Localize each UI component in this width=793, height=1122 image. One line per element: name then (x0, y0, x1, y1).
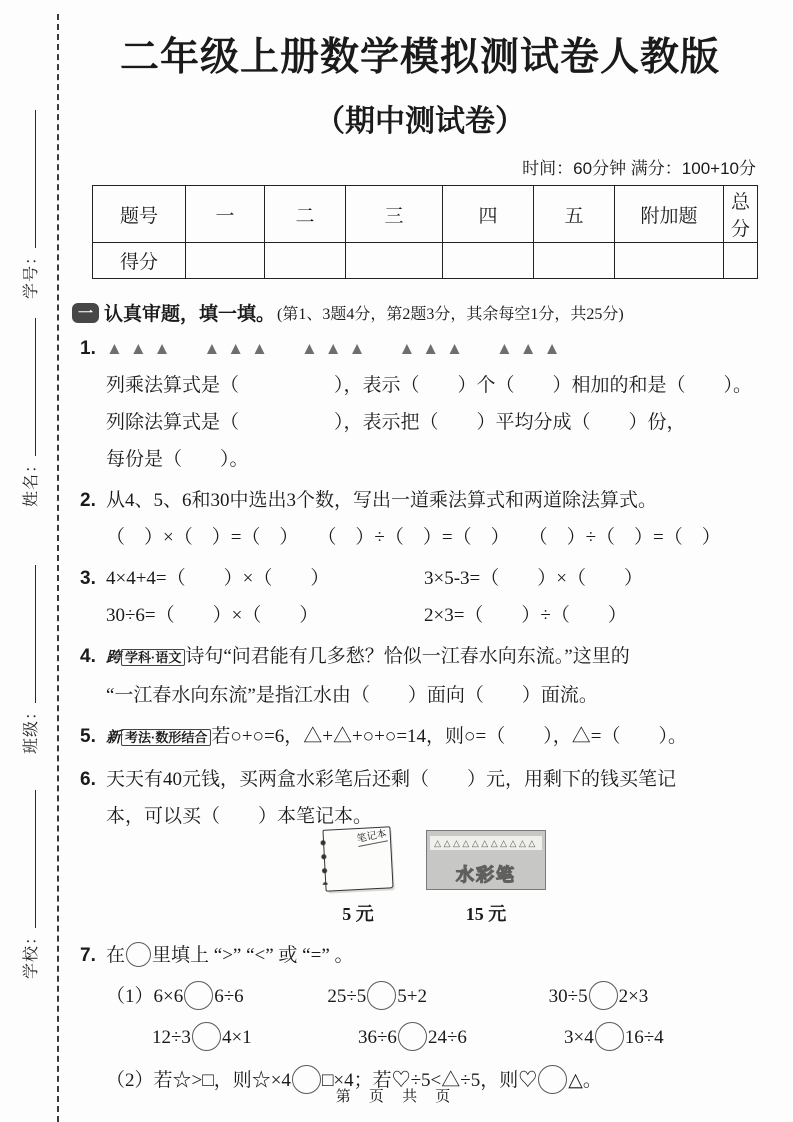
score-table-header: 二 (265, 186, 346, 243)
compare-right: 16÷4 (624, 1027, 664, 1048)
notebook-figure (324, 828, 392, 933)
badge-prefix: 新 (106, 729, 122, 746)
question-7-number: 7. (80, 945, 96, 966)
blank-circle (184, 981, 213, 1010)
badge-box: 考法·数形结合 (121, 729, 211, 746)
question-6-number: 6. (80, 769, 96, 790)
class-blank-line (21, 565, 36, 703)
time-score-info: 时间：60分钟 满分：100+10分 (522, 159, 756, 178)
student-name-blank-line (21, 318, 36, 456)
question-4-number: 4. (80, 646, 96, 667)
score-cell-empty (443, 243, 534, 279)
score-cell-empty (724, 243, 758, 279)
paintbox-image (426, 830, 546, 890)
question-4-text-1: 诗句“问君能有几多愁？恰似一江春水向东流。”这里的 (185, 646, 630, 667)
school-field (18, 783, 40, 979)
question-6-line-2: 本，可以买（ ）本笔记本。 (106, 806, 373, 827)
question-7-part1-row2 (106, 1019, 770, 1056)
score-cell-empty (615, 243, 724, 279)
paintbox-price: 15 元 (465, 904, 507, 924)
notebook-price: 5 元 (342, 904, 374, 924)
question-2-number: 2. (80, 490, 96, 511)
triangle-group-icon: ▲▲▲ (398, 339, 470, 358)
student-id-label: 学号： (23, 247, 40, 299)
triangle-groups (106, 330, 770, 367)
part-2-text-b: □×4；若♡÷5<△÷5，则♡ (321, 1070, 538, 1091)
compare-left: 3×4 (564, 1027, 594, 1048)
blank-circle (595, 1022, 624, 1051)
question-6 (80, 761, 770, 933)
triangle-group-icon: ▲▲▲ (495, 339, 568, 358)
question-7-part1-row1 (106, 978, 770, 1015)
binding-dashed-line (57, 14, 59, 1122)
triangle-group-icon: ▲▲▲ (106, 339, 178, 358)
blank-circle (367, 981, 396, 1010)
compare-right: 24÷6 (427, 1027, 467, 1048)
class-label: 班级： (23, 702, 40, 754)
compare-left: 36÷6 (358, 1027, 397, 1048)
page-footer: 第 页 共 页 (335, 1088, 458, 1105)
comparison-item (327, 978, 548, 1015)
question-4 (80, 638, 770, 714)
score-cell-empty (346, 243, 443, 279)
question-7 (80, 937, 770, 1099)
compare-right: 6÷6 (214, 986, 244, 1007)
question-3-number: 3. (80, 568, 96, 589)
question-1-number: 1. (80, 338, 96, 359)
question-7-intro-a: 在 (106, 945, 126, 966)
score-table-header-row (93, 186, 758, 243)
section-points-note: (第1、3题4分，第2题3分，其余每空1分，共25分) (277, 306, 624, 323)
question-3-expr-4: 2×3=（ ）÷（ ） (424, 605, 627, 626)
school-label: 学校： (23, 927, 40, 979)
question-3-expr-3: 30÷6=（ ）×（ ） (106, 605, 319, 626)
blank-circle (589, 981, 618, 1010)
binding-sidebar (0, 0, 58, 1122)
question-7-intro (106, 937, 770, 974)
section-number-badge: 一 (72, 303, 99, 323)
question-5 (80, 718, 770, 757)
class-field (18, 558, 40, 754)
score-cell-empty (186, 243, 265, 279)
paintbox-figure (426, 830, 546, 933)
question-1-line-2: 列除法算式是（ ），表示把（ ）平均分成（ ）份， (106, 412, 686, 433)
question-4-line-1 (106, 638, 770, 677)
badge-prefix: 跨 (106, 649, 122, 666)
notebook-cover-label: 笔记本 (356, 828, 388, 846)
question-1 (80, 330, 770, 478)
question-3-expr-2: 3×5-3=（ ）×（ ） (424, 568, 643, 589)
score-table-header: 一 (186, 186, 265, 243)
part-2-text-a: 若☆>□，则☆×4 (153, 1070, 291, 1091)
score-table-score-row (93, 243, 758, 279)
student-name-label: 姓名： (23, 455, 40, 507)
question-1-line-1: 列乘法算式是（ ），表示（ ）个（ ）相加的和是（ ）。 (106, 375, 753, 396)
comparison-item (106, 978, 327, 1015)
score-cell-empty (534, 243, 615, 279)
compare-left: 12÷3 (152, 1027, 191, 1048)
part-2-text-c: △。 (568, 1070, 602, 1091)
question-1-line-3: 每份是（ ）。 (106, 449, 249, 470)
question-3 (80, 560, 770, 634)
question-4-line-2: “一江春水向东流”是指江水由（ ）面向（ ）面流。 (106, 685, 598, 706)
compare-right: 5+2 (397, 986, 427, 1007)
cross-subject-badge (106, 650, 185, 666)
page-subtitle: （期中测试卷） (315, 105, 525, 138)
comparison-item (358, 1019, 564, 1056)
comparison-item (564, 1019, 770, 1056)
student-id-field (18, 103, 40, 299)
question-6-pictures (324, 828, 770, 933)
question-5-text: 若○+○=6，△+△+○+○=14，则○=（ ），△=（ ）。 (211, 726, 687, 747)
compare-right: 4×1 (221, 1027, 252, 1048)
comparison-item (549, 978, 770, 1015)
paintbox-label: 水彩笔 (456, 865, 516, 885)
triangle-group-icon: ▲▲▲ (300, 339, 373, 358)
notebook-image (322, 826, 393, 891)
student-id-blank-line (21, 110, 36, 248)
question-5-number: 5. (80, 726, 96, 747)
student-name-field (18, 311, 40, 507)
test-paper (70, 0, 770, 1099)
compare-left: 30÷5 (548, 986, 588, 1007)
compare-left: 25÷5 (327, 986, 367, 1007)
question-2 (80, 482, 770, 556)
badge-box: 学科·语文 (121, 649, 185, 666)
score-table-header: 五 (534, 186, 615, 243)
question-2-text: 从4、5、6和30中选出3个数，写出一道乘法算式和两道除法算式。 (106, 490, 658, 511)
score-table-header: 题号 (93, 186, 186, 243)
question-3-row-1 (106, 560, 770, 597)
score-table (92, 185, 758, 279)
compare-right: 2×3 (618, 986, 649, 1007)
blank-circle (192, 1022, 221, 1051)
section-title: 认真审题，填一填。 (104, 304, 276, 325)
score-table-header: 四 (443, 186, 534, 243)
section-one-header (72, 299, 770, 326)
comparison-item (152, 1019, 358, 1056)
score-table-header: 总分 (724, 186, 758, 243)
question-3-expr-1: 4×4+4=（ ）×（ ） (106, 568, 330, 589)
question-2-equations: （ ）×（ ）=（ ） （ ）÷（ ）=（ ） （ ）÷（ ）=（ ） (106, 527, 721, 548)
question-3-row-2 (106, 597, 770, 634)
part-1-label: （1） (106, 986, 154, 1007)
page-title: 二年级上册数学模拟测试卷人教版 (119, 36, 720, 79)
school-blank-line (21, 790, 36, 928)
blank-circle (398, 1022, 427, 1051)
score-cell-empty (265, 243, 346, 279)
blank-circle (126, 942, 151, 967)
part-2-label: （2） (106, 1070, 154, 1091)
new-method-badge (106, 730, 211, 746)
score-table-header: 附加题 (615, 186, 724, 243)
question-7-intro-b: 里填上 “>” “<” 或 “=” 。 (152, 945, 354, 966)
score-table-header: 三 (346, 186, 443, 243)
notebook-rings-icon (319, 837, 330, 885)
question-5-line (106, 718, 770, 757)
compare-left: 6×6 (153, 986, 184, 1007)
question-6-line-1: 天天有40元钱，买两盒水彩笔后还剩（ ）元，用剩下的钱买笔记 (106, 769, 677, 790)
score-row-label: 得分 (93, 243, 186, 279)
pen-tips-icon: △△△△△△△△△△△ (430, 836, 542, 850)
triangle-group-icon: ▲▲▲ (203, 339, 275, 358)
